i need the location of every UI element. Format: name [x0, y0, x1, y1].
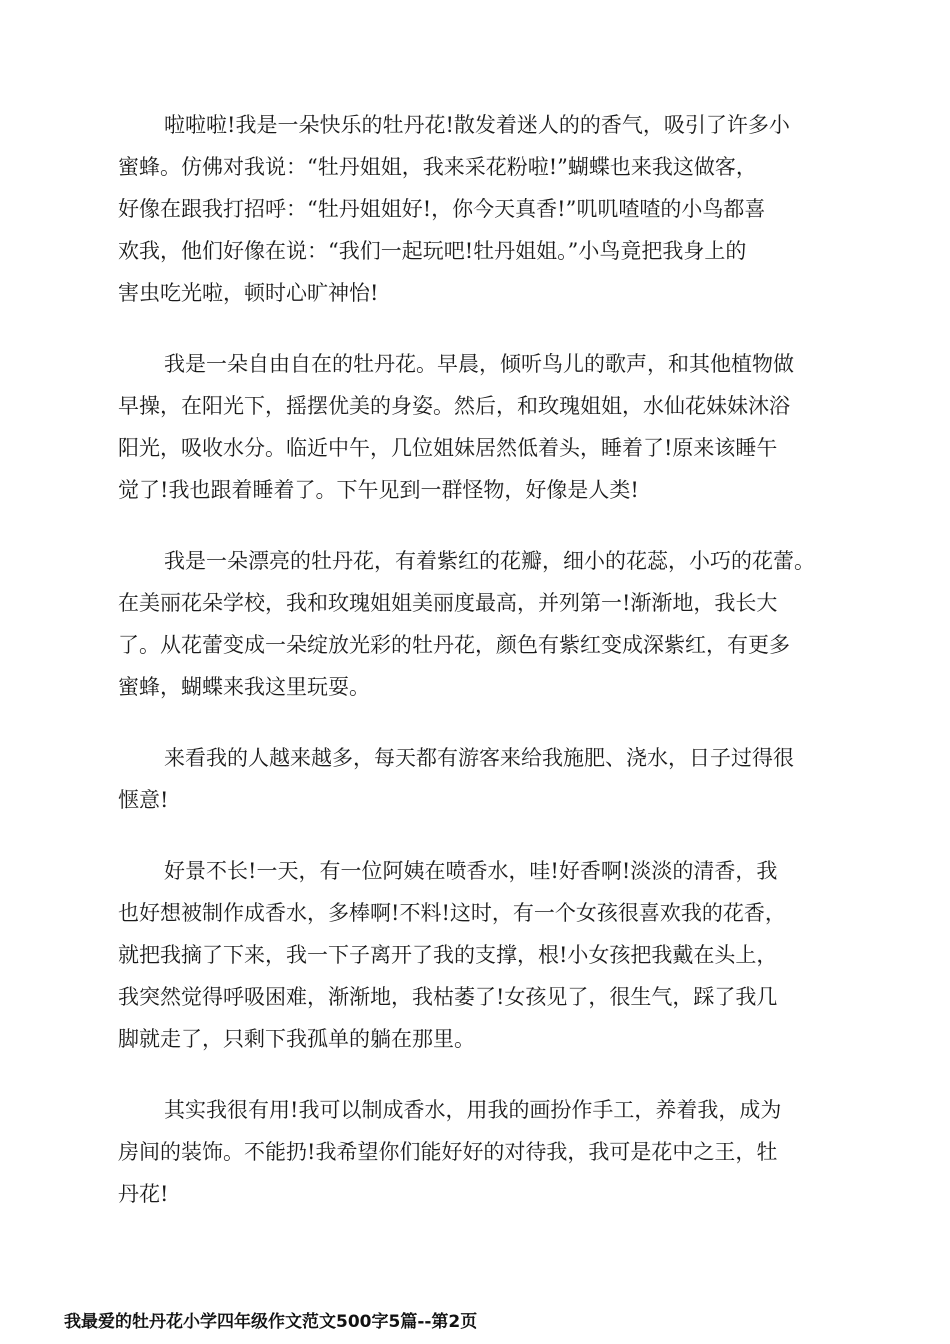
paragraph [118, 343, 853, 511]
paragraph [118, 850, 853, 1060]
paragraph [118, 104, 853, 314]
text-line: 蜜蜂，蝴蝶来我这里玩耍。 [118, 675, 370, 699]
text-line: 就把我摘了下来，我一下子离开了我的支撑，根!小女孩把我戴在头上， [118, 943, 778, 967]
text-line: 阳光，吸收水分。临近中午，几位姐妹居然低着头，睡着了!原来该睡午 [118, 436, 778, 460]
text-line: 啦啦啦!我是一朵快乐的牡丹花!散发着迷人的的香气，吸引了许多小 [164, 113, 790, 137]
text-line: 脚就走了，只剩下我孤单的躺在那里。 [118, 1027, 475, 1051]
essay-body [118, 104, 853, 1244]
text-line: 我是一朵自由自在的牡丹花。早晨，倾听鸟儿的歌声，和其他植物做 [164, 352, 794, 376]
text-line: 来看我的人越来越多，每天都有游客来给我施肥、浇水，日子过得很 [164, 746, 794, 770]
text-line: 房间的装饰。不能扔!我希望你们能好好的对待我，我可是花中之王，牡 [118, 1140, 778, 1164]
text-line: 丹花! [118, 1182, 169, 1206]
paragraph [118, 1089, 853, 1215]
text-line: 我是一朵漂亮的牡丹花，有着紫红的花瓣，细小的花蕊，小巧的花蕾。 [164, 549, 815, 573]
text-line: 也好想被制作成香水，多棒啊!不料!这时，有一个女孩很喜欢我的花香， [118, 901, 786, 925]
text-line: 我突然觉得呼吸困难，渐渐地，我枯萎了!女孩见了，很生气，踩了我几 [118, 985, 778, 1009]
text-line: 觉了!我也跟着睡着了。下午见到一群怪物，好像是人类! [118, 478, 639, 502]
paragraph [118, 540, 853, 708]
text-line: 在美丽花朵学校，我和玫瑰姐姐美丽度最高，并列第一!渐渐地，我长大 [118, 591, 778, 615]
text-line: 惬意! [118, 788, 169, 812]
text-line: 早操，在阳光下，摇摆优美的身姿。然后，和玫瑰姐姐，水仙花妹妹沐浴 [118, 394, 790, 418]
text-line: 好景不长!一天，有一位阿姨在喷香水，哇!好香啊!淡淡的清香，我 [164, 859, 778, 883]
text-line: 了。从花蕾变成一朵绽放光彩的牡丹花，颜色有紫红变成深紫红，有更多 [118, 633, 790, 657]
text-line: 好像在跟我打招呼：“牡丹姐姐好!，你今天真香!”叽叽喳喳的小鸟都喜 [118, 197, 766, 221]
text-line: 欢我，他们好像在说：“我们一起玩吧!牡丹姐姐。”小鸟竟把我身上的 [118, 239, 747, 263]
page-footer: 我最爱的牡丹花小学四年级作文范文500字5篇--第2页 [64, 1312, 478, 1332]
text-line: 其实我很有用!我可以制成香水，用我的画扮作手工，养着我，成为 [164, 1098, 782, 1122]
text-line: 蜜蜂。仿佛对我说：“牡丹姐姐，我来采花粉啦!”蝴蝶也来我这做客， [118, 155, 757, 179]
text-line: 害虫吃光啦，顿时心旷神怡! [118, 281, 379, 305]
paragraph [118, 737, 853, 821]
